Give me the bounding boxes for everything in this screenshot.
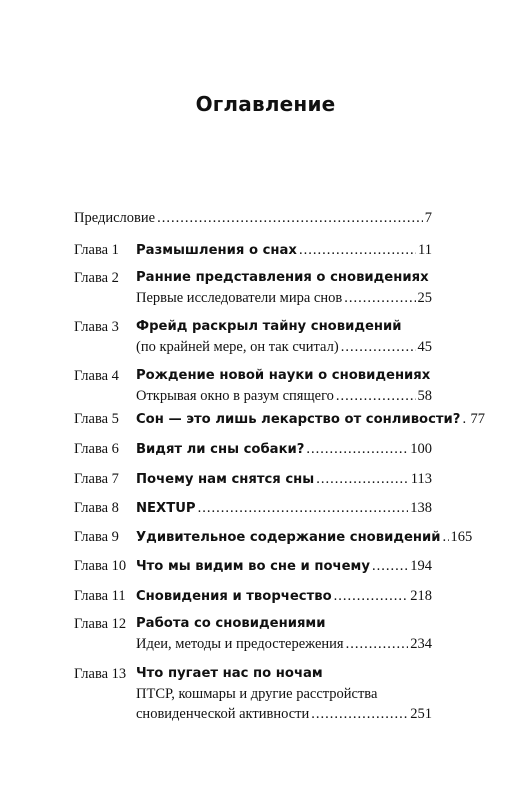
dot-leader [299, 240, 416, 260]
chapter-title: Рождение новой науки о сновидениях [136, 368, 431, 383]
toc-line [136, 439, 432, 460]
chapter-title: Фрейд раскрыл тайну сновидений [136, 319, 402, 334]
toc-page-number: 218 [410, 588, 432, 604]
toc-subtitle-line [74, 337, 432, 357]
toc-line [136, 704, 432, 724]
dot-leader [157, 208, 423, 228]
toc-entry-chapter-7[interactable] [74, 469, 432, 489]
toc-entry-chapter-10[interactable] [74, 556, 432, 576]
page-title: Оглавление [195, 92, 336, 116]
chapter-label: Глава 4 [74, 368, 119, 384]
toc-entry-chapter-8[interactable] [74, 498, 432, 518]
toc-line [136, 664, 432, 684]
chapter-title: NEXTUP [136, 501, 196, 516]
dot-leader [334, 586, 409, 606]
toc-subtitle-line [74, 684, 432, 704]
chapter-label: Глава 12 [74, 616, 127, 632]
chapter-label: Глава 6 [74, 441, 119, 457]
chapter-title: Сон — это лишь лекарство от сонливости? [136, 412, 461, 427]
dot-leader [462, 409, 468, 429]
toc-title: Предисловие [74, 210, 156, 226]
toc-subtitle-line [74, 634, 432, 654]
chapter-label: Глава 3 [74, 319, 119, 335]
toc-line [136, 498, 432, 519]
toc-line [136, 556, 432, 577]
dot-leader [372, 556, 408, 576]
chapter-subtitle: Первые исследователи мира снов [136, 290, 343, 306]
chapter-title: Удивительное содержание сновидений [136, 530, 441, 545]
chapter-title: Видят ли сны собаки? [136, 442, 305, 457]
chapter-label: Глава 10 [74, 558, 127, 574]
toc-entry-chapter-9[interactable] [74, 527, 473, 547]
chapter-subtitle: Открывая окно в разум спящего [136, 388, 334, 404]
chapter-title: Сновидения и творчество [136, 589, 332, 604]
chapter-label: Глава 9 [74, 529, 119, 545]
dot-leader [443, 527, 449, 547]
chapter-title: Что мы видим во сне и почему [136, 559, 370, 574]
dot-leader [198, 498, 409, 518]
dot-leader [306, 439, 408, 459]
toc-page-number: 100 [410, 441, 432, 457]
chapter-subtitle: ПТСР, кошмары и другие расстройства [136, 686, 378, 702]
toc-page-number: 165 [450, 529, 473, 545]
toc-line [136, 268, 432, 288]
chapter-label: Глава 5 [74, 411, 119, 427]
toc-line [136, 409, 485, 430]
toc-subtitle-line [74, 704, 432, 724]
chapter-title: Размышления о снах [136, 243, 297, 258]
dot-leader [311, 704, 408, 724]
toc-page-number: 45 [417, 339, 432, 355]
chapter-subtitle: сновиденческой активности [136, 706, 310, 722]
toc-page-number: 194 [410, 558, 432, 574]
toc-page-number: 58 [417, 388, 432, 404]
chapter-title: Ранние представления о сновидениях [136, 270, 429, 285]
toc-line [136, 288, 432, 308]
toc-entry-chapter-6[interactable] [74, 439, 432, 459]
toc-line [136, 527, 473, 548]
chapter-subtitle: Идеи, методы и предостережения [136, 636, 344, 652]
toc-subtitle-line [74, 288, 432, 308]
toc-subtitle-line [74, 386, 432, 406]
chapter-label: Глава 8 [74, 500, 119, 516]
toc-entry-chapter-12[interactable] [74, 614, 432, 634]
toc-entry-chapter-1[interactable] [74, 240, 432, 260]
toc-entry-chapter-3[interactable] [74, 317, 432, 337]
dot-leader [336, 386, 416, 406]
toc-line [136, 317, 432, 337]
toc-page-number: 25 [417, 290, 432, 306]
dot-leader [344, 288, 415, 308]
chapter-label: Глава 11 [74, 588, 126, 604]
dot-leader [316, 469, 409, 489]
toc-line [136, 586, 432, 607]
toc-page-number: 11 [418, 242, 432, 258]
toc-entry-chapter-4[interactable] [74, 366, 432, 386]
toc-line [136, 634, 432, 654]
toc-line [136, 366, 432, 386]
toc-line [136, 240, 432, 261]
chapter-subtitle: (по крайней мере, он так считал) [136, 339, 339, 355]
toc-page-number: 138 [410, 500, 432, 516]
chapter-title: Что пугает нас по ночам [136, 666, 323, 681]
toc-entry-chapter-5[interactable] [74, 409, 485, 429]
toc-line [136, 469, 432, 490]
chapter-title: Работа со сновидениями [136, 616, 326, 631]
toc-line [136, 386, 432, 406]
toc-page-number: 251 [410, 706, 432, 722]
toc-line [136, 684, 432, 704]
dot-leader [346, 634, 409, 654]
toc-line [136, 337, 432, 357]
chapter-label: Глава 13 [74, 666, 127, 682]
toc-page-number: 7 [424, 210, 432, 226]
toc-page-number: 77 [470, 411, 485, 427]
chapter-title: Почему нам снятся сны [136, 472, 315, 487]
dot-leader [341, 337, 416, 357]
toc-entry-chapter-13[interactable] [74, 664, 432, 684]
chapter-label: Глава 1 [74, 242, 119, 258]
toc-page-number: 234 [410, 636, 432, 652]
toc-entry-preface[interactable] [74, 208, 432, 228]
toc-entry-chapter-11[interactable] [74, 586, 432, 606]
chapter-label: Глава 2 [74, 270, 119, 286]
toc-line [136, 614, 432, 634]
chapter-label: Глава 7 [74, 471, 119, 487]
toc-entry-chapter-2[interactable] [74, 268, 432, 288]
toc-page-number: 113 [410, 471, 432, 487]
